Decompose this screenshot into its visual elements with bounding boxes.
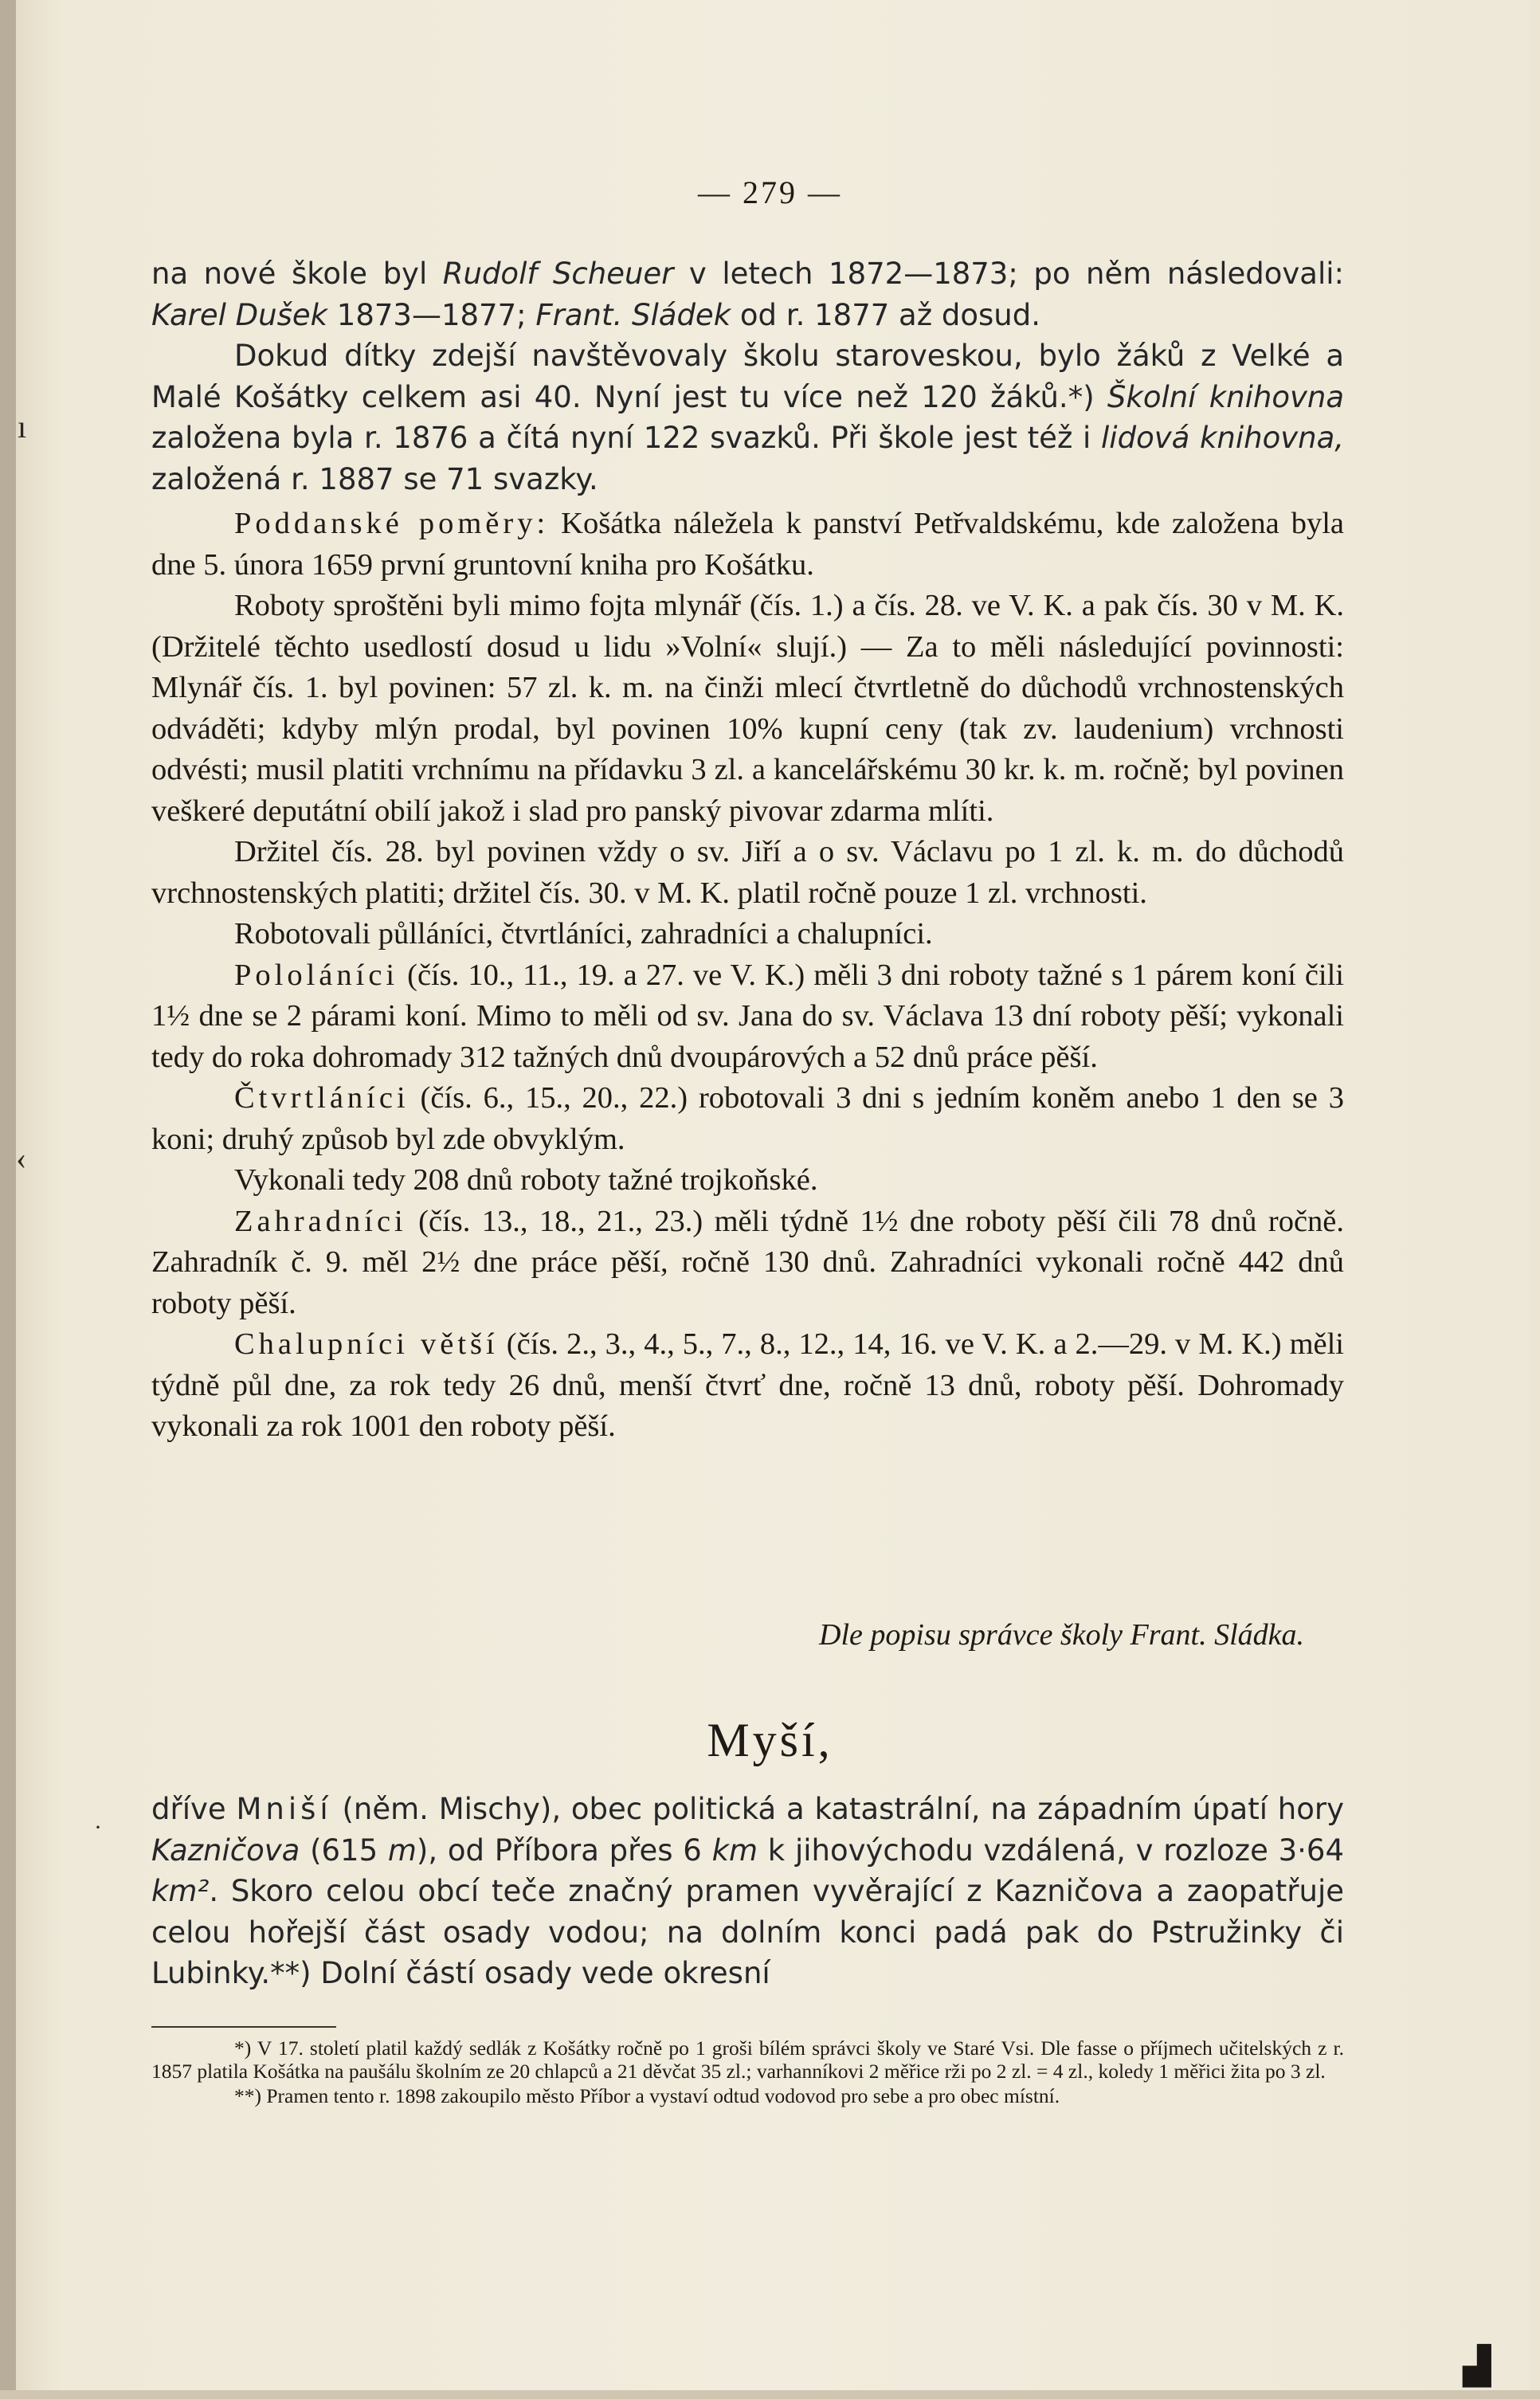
spaced-heading: Zahradníci [234,1204,407,1238]
paragraph: Vykonali tedy 208 dnů roboty tažné trojkoňské. [234,1163,818,1197]
footnote: *) V 17. století platil každý sedlák z Košátky ročně po 1 groši bílém správci školy ve Staré Vsi. Dle fasse o příjmech učitelských z r. 1857 platila Košátka na paušálu školním ze 20 chlapců a 21 děvčat 35 zl.; varhanníkovi 2 měřice rži po 2 zl. = 4 zl., koledy 1 měřici žita po 3 zl. [151,2036,1344,2083]
page-edge-bottom [0,2390,1540,2399]
spaced-heading: Čtvrtláníci [234,1081,409,1115]
paragraph: Držitel čís. 28. byl povinen vždy o sv. Jiří a o sv. Václavu po 1 zl. k. m. do důchodů vrchnostenských platiti; držitel čís. 30. v M. K. platil ročně pouze 1 zl. vrchnosti. [151,835,1344,910]
paragraph: Roboty sproštěni byli mimo fojta mlynář (čís. 1.) a čís. 28. ve V. K. a pak čís. 30 v M. K. (Držitelé těchto usedlostí dosud u lidu »Volní« slují.) — Za to měli následující povinnosti: Mlynář čís. 1. byl povinen: 57 zl. k. m. na činži mlecí čtvrtletně do důchodů vrchnostenských odváděti; kdyby mlýn prodal, byl povinen 10% kupní ceny (tak zv. laudenium) vrchnosti odvésti; musil platiti vrchnímu na přídavku 3 zl. a kancelářskému 30 kr. k. m. ročně; byl povinen veškeré deputátní obilí jakož i slad pro panský pivovar zdarma mlíti. [151,589,1344,828]
paragraph-teachers: na nové škole byl Rudolf Scheuer v letech 1872—1873; po něm následovali: Karel Dušek 1873—1877; Frant. Sládek od r. 1877 až dosud. [151,257,1344,332]
spaced-heading: Pololáníci [234,958,399,992]
corner-mark: ▟ [1463,2346,1491,2386]
page-edge-left [0,0,16,2399]
unit: km [711,1833,758,1868]
mysi-section [151,1789,1344,1994]
footnote-divider [151,2026,336,2028]
paragraph: Zahradníci (čís. 13., 18., 21., 23.) měli týdně 1½ dne roboty pěší čili 78 dnů ročně. Zahradník č. 9. měl 2½ dne práce pěší, ročně 130 dnů. Zahradníci vykonali ročně 442 dnů roboty pěší. [151,1204,1344,1320]
school-section [151,253,1344,500]
teacher-name: Frant. Sládek [535,297,731,332]
page-number: — 279 — [698,174,842,210]
unit: km² [151,1874,210,1908]
paragraph: Čtvrtláníci (čís. 6., 15., 20., 22.) robotovali 3 dni s jedním koněm anebo 1 den se 3 koni; druhý způsob byl zde obvyklým. [151,1081,1344,1156]
section-title: Myší, [707,1714,833,1766]
spaced-heading: Poddanské poměry: [234,507,550,540]
spaced-term: Mniší [236,1792,332,1826]
teacher-name: Rudolf Scheuer [442,257,674,291]
paragraph: Robotovali půlláníci, čtvrtláníci, zahradníci a chalupníci. [234,917,933,951]
signature: Dle popisu správce školy Frant. Sládka. [819,1618,1304,1652]
footnote: **) Pramen tento r. 1898 zakoupilo město Příbor a vystaví odtud vodovod pro sebe a pro obec místní. [234,2084,1060,2107]
teacher-name: Karel Dušek [151,297,328,332]
spaced-heading: Chalupníci větší [234,1327,499,1361]
footnotes [151,2036,1344,2109]
margin-mark: ‹ [16,1140,27,1176]
emphasis: Kazničova [151,1833,300,1868]
poddanske-section [151,504,1344,1448]
margin-mark: · [94,1814,102,1840]
margin-mark: ı [18,409,27,445]
paragraph-library: Dokud dítky zdejší navštěvovaly školu staroveskou, bylo žáků z Velké a Malé Košátky celkem asi 40. Nyní jest tu více než 120 žáků.*) Školní knihovna založena byla r. 1876 a čítá nyní 122 svazků. Při škole jest též i lidová knihovna, založená r. 1887 se 71 svazky. [151,339,1345,496]
paragraph: Poddanské poměry: Košátka náležela k panství Petřvaldskému, kde založena byla dne 5. února 1659 první gruntovní kniha pro Košátku. [151,507,1344,582]
emphasis: Školní knihovna [1107,379,1344,414]
emphasis: lidová knihovna, [1101,421,1345,455]
unit: m [387,1833,417,1868]
paragraph: Pololáníci (čís. 10., 11., 19. a 27. ve V. K.) měli 3 dni roboty tažné s 1 párem koní čili 1½ dne se 2 párami koní. Mimo to měli od sv. Jana do sv. Václava 13 dní roboty pěší; vykonali tedy do roka dohromady 312 tažných dnů dvoupárových a 52 dnů práce pěší. [151,958,1344,1074]
paragraph: dříve Mniší (něm. Mischy), obec politická a katastrální, na západním úpatí hory Kazničova (615 m), od Příbora přes 6 km k jihovýchodu vzdálená, v rozloze 3·64 km². Skoro celou obcí teče značný pramen vyvěrající z Kazničova a zaopatřuje celou hořejší část osady vodou; na dolním konci padá pak do Pstružinky či Lubinky.**) Dolní částí osady vede okresní [151,1792,1344,1990]
paragraph: Chalupníci větší (čís. 2., 3., 4., 5., 7., 8., 12., 14, 16. ve V. K. a 2.—29. v M. K.) měli týdně půl dne, za rok tedy 26 dnů, menší čtvrť dne, ročně 13 dnů, roboty pěší. Dohromady vykonali za rok 1001 den roboty pěší. [151,1327,1344,1443]
